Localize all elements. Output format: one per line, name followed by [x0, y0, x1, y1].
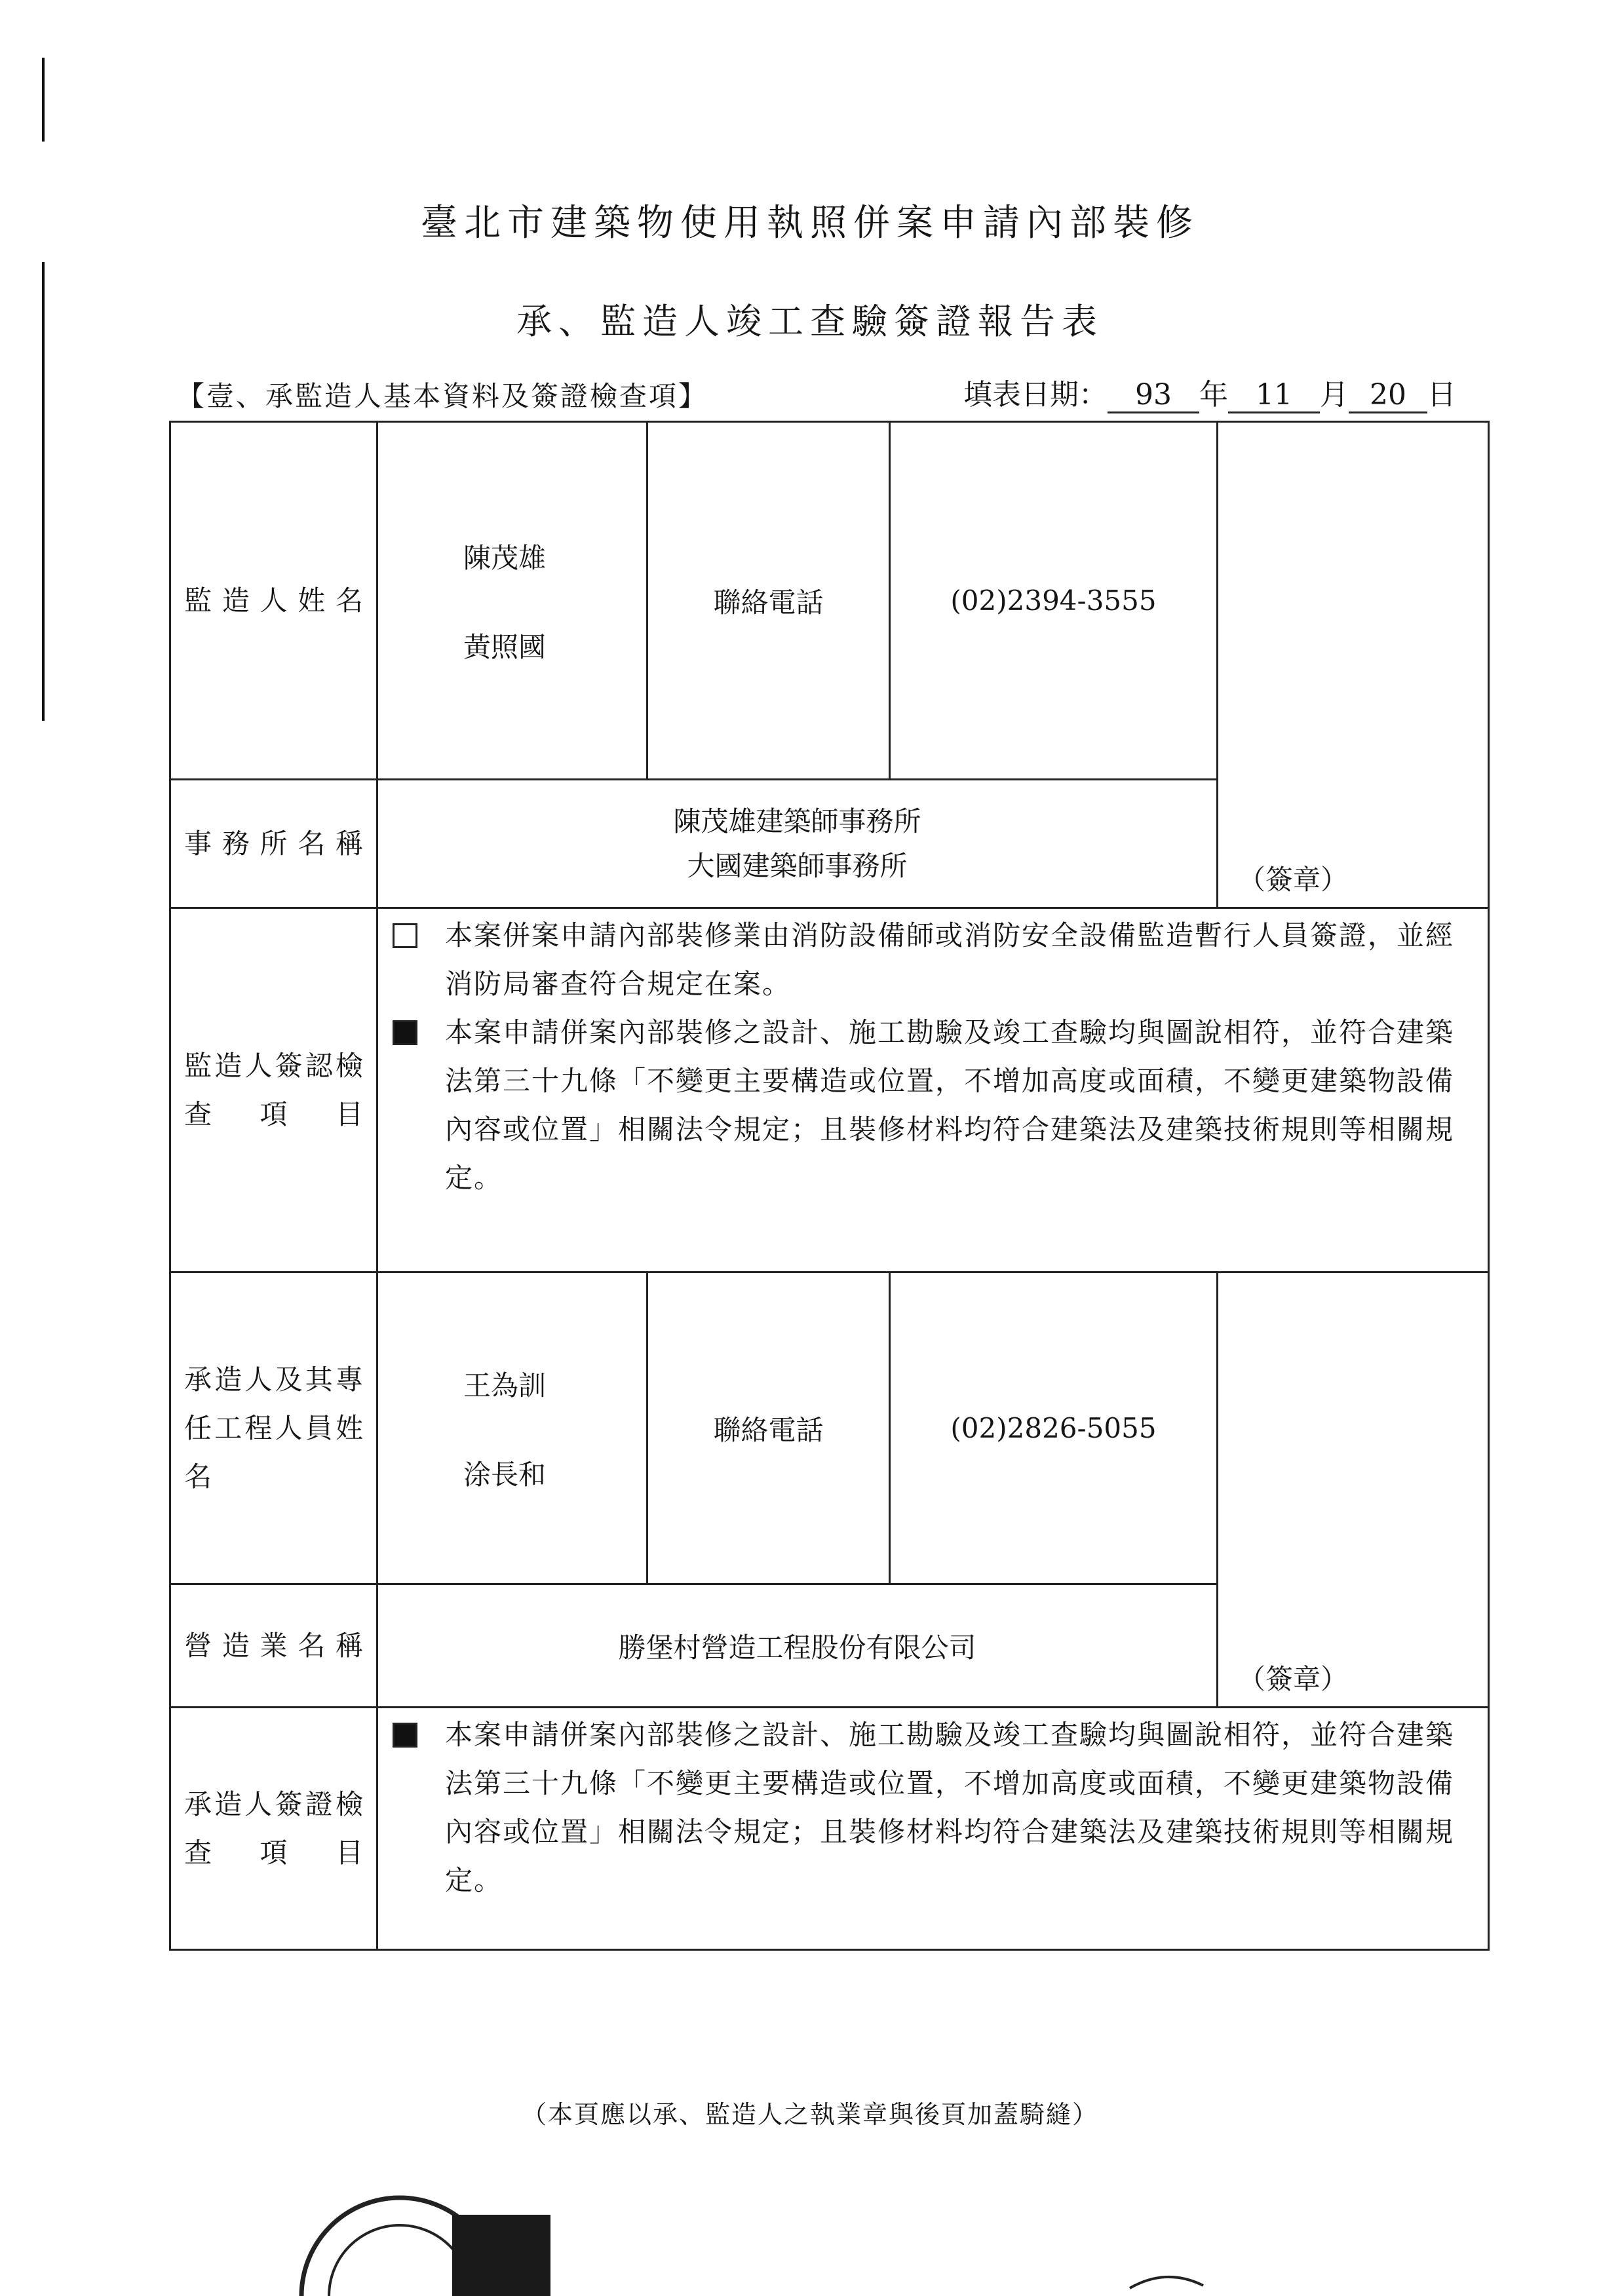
checkbox[interactable]: [393, 1020, 417, 1045]
fill-date-year: 93: [1108, 378, 1199, 413]
fill-date: [963, 371, 1456, 413]
supervisor-name-label: 監造人姓名: [170, 422, 377, 780]
footer-note: （本頁應以承、監造人之執業章與後頁加蓋騎縫）: [521, 2100, 1098, 2129]
supervisor-check-item: [378, 1008, 1488, 1202]
contractor-check-label: 承造人簽證檢查項目: [170, 1708, 377, 1950]
supervisor-office-1: 陳茂雄建築師事務所: [673, 805, 921, 837]
supervisor-check-row: [170, 908, 1489, 1272]
fill-date-year-unit: 年: [1199, 378, 1228, 411]
margin-mark-top: [42, 58, 45, 142]
supervisor-check-items: [377, 908, 1489, 1272]
fill-date-label: 填表日期：: [963, 378, 1108, 411]
contractor-names: [377, 1272, 647, 1584]
supervisor-names: [377, 422, 647, 780]
checkbox[interactable]: [393, 1723, 417, 1748]
stamp-seal-block: [452, 2215, 550, 2296]
contractor-seal-label: （簽章）: [1238, 1663, 1349, 1695]
contractor-check-row: [170, 1708, 1489, 1950]
supervisor-seal-area: [1218, 422, 1489, 908]
form-title-line2: 承、監造人竣工查驗簽證報告表: [516, 301, 1104, 342]
contractor-check-items: [377, 1708, 1489, 1950]
checkbox[interactable]: [393, 923, 417, 948]
stamp-inner-ring: [329, 2225, 471, 2296]
supervisor-name-2: 黃照國: [463, 630, 547, 663]
official-stamp: [288, 2189, 590, 2296]
contractor-row: [170, 1272, 1489, 1584]
section-heading: 【壹、承監造人基本資料及簽證檢查項】: [177, 380, 708, 412]
inspection-form-table: [169, 421, 1490, 1951]
fill-date-day-unit: 日: [1427, 378, 1456, 411]
supervisor-office-2: 大國建築師事務所: [687, 849, 908, 882]
contractor-seal-area: [1218, 1272, 1489, 1708]
contractor-name-2: 涂長和: [463, 1458, 547, 1491]
contractor-company-label: 營造業名稱: [170, 1584, 377, 1708]
contractor-check-item-text: 本案申請併案內部裝修之設計、施工勘驗及竣工查驗均與圖說相符，並符合建築法第三十九條「不變更主要構造或位置，不增加高度或面積，不變更建築物設備內容或位置」相關法令規定；且裝修材料均符合建築法及建築技術規則等相關規定。: [445, 1719, 1455, 1896]
contractor-company: 勝堡村營造工程股份有限公司: [377, 1584, 1218, 1708]
supervisor-check-item-text: 本案申請併案內部裝修之設計、施工勘驗及竣工查驗均與圖說相符，並符合建築法第三十九條「不變更主要構造或位置，不增加高度或面積，不變更建築物設備內容或位置」相關法令規定；且裝修材料均符合建築法及建築技術規則等相關規定。: [445, 1016, 1455, 1194]
form-title-line1: 臺北市建築物使用執照併案申請內部裝修: [421, 202, 1199, 244]
seam-mark: [1127, 2262, 1206, 2296]
supervisor-phone: (02)2394-3555: [890, 422, 1218, 780]
contractor-phone: (02)2826-5055: [890, 1272, 1218, 1584]
supervisor-offices: [377, 780, 1218, 908]
supervisor-check-item-text: 本案併案申請內部裝修業由消防設備師或消防安全設備監造暫行人員簽證，並經消防局審查符合規定在案。: [445, 919, 1455, 1000]
contractor-name-1: 王為訓: [463, 1369, 547, 1402]
supervisor-check-label: 監造人簽認檢查項目: [170, 908, 377, 1272]
contractor-check-item: [378, 1711, 1488, 1905]
supervisor-office-label: 事務所名稱: [170, 780, 377, 908]
fill-date-day: 20: [1349, 378, 1427, 413]
seam-mark-stroke: [1130, 2277, 1203, 2288]
contractor-phone-label: 聯絡電話: [647, 1272, 890, 1584]
supervisor-seal-label: （簽章）: [1238, 864, 1349, 896]
supervisor-row: [170, 422, 1489, 780]
supervisor-phone-label: 聯絡電話: [647, 422, 890, 780]
contractor-name-label: 承造人及其專任工程人員姓名: [170, 1272, 377, 1584]
fill-date-month-unit: 月: [1320, 378, 1349, 411]
fill-date-month: 11: [1228, 378, 1320, 413]
supervisor-name-1: 陳茂雄: [463, 541, 547, 574]
supervisor-check-item: [378, 911, 1488, 1008]
